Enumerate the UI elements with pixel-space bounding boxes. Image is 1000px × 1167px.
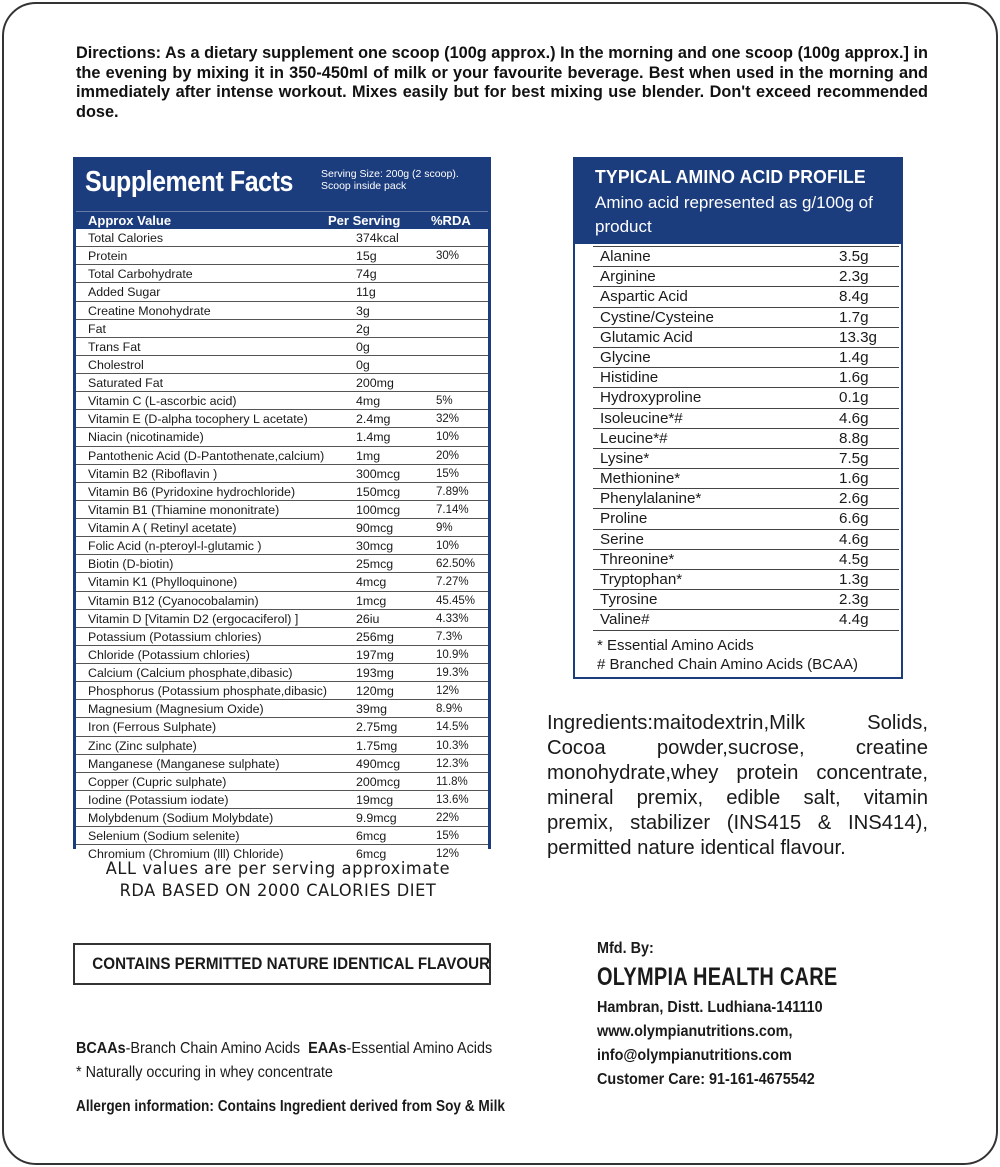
nutrient-name: Pantothenic Acid (D-Pantothenate,calcium) xyxy=(88,448,325,463)
amino-acid-rows xyxy=(593,246,899,631)
rda-value: 32% xyxy=(436,413,460,426)
amino-acid-value: 0.1g xyxy=(839,389,869,407)
amino-acid-row xyxy=(593,348,899,368)
supplement-row xyxy=(76,718,488,736)
rda-value: 7.89% xyxy=(436,485,469,498)
nutrient-name: Creatine Monohydrate xyxy=(88,303,211,318)
amino-acid-name: Cystine/Cysteine xyxy=(600,308,714,326)
amino-acid-value: 4.5g xyxy=(839,550,869,568)
amino-acid-name: Proline xyxy=(600,510,648,528)
supplement-row xyxy=(76,428,488,446)
flavour-box-text: CONTAINS PERMITTED NATURE IDENTICAL FLAVOUR xyxy=(92,955,491,973)
supplement-row xyxy=(76,537,488,555)
amino-acid-subtitle: Amino acid represented as g/100g of product xyxy=(595,193,873,236)
per-serving-value: 74g xyxy=(356,267,377,282)
nutrient-name: Potassium (Potassium chlories) xyxy=(88,629,262,644)
rda-value: 12% xyxy=(436,685,460,698)
amino-acid-name: Serine xyxy=(600,530,644,548)
per-serving-value: 200mg xyxy=(356,376,394,390)
amino-acid-name: Leucine*# xyxy=(600,429,668,447)
footnote-line: ALL values are per serving approximate xyxy=(105,859,451,878)
rda-value: 7.14% xyxy=(436,503,469,516)
flavour-box xyxy=(73,943,491,985)
company-website[interactable]: www.olympianutritions.com, xyxy=(597,1023,793,1040)
manufacturer-info xyxy=(597,940,898,1092)
supplement-row xyxy=(76,737,488,755)
amino-acid-row xyxy=(593,267,899,287)
per-serving-value: 0g xyxy=(356,357,370,372)
per-serving-value: 3g xyxy=(356,303,370,318)
amino-acid-row xyxy=(593,388,899,408)
rda-value: 22% xyxy=(436,812,460,824)
nutrient-name: Cholestrol xyxy=(88,357,144,372)
amino-acid-row xyxy=(593,429,899,449)
amino-acid-name: Valine# xyxy=(600,611,650,629)
rda-value: 10.9% xyxy=(436,648,469,661)
amino-acid-value: 1.4g xyxy=(839,348,869,366)
amino-acid-row xyxy=(593,287,899,307)
nutrient-name: Selenium (Sodium selenite) xyxy=(88,829,240,844)
abbreviation-notes xyxy=(76,1037,538,1085)
bcaa-text: -Branch Chain Amino Acids xyxy=(125,1040,301,1057)
amino-acid-value: 4.4g xyxy=(839,611,869,629)
per-serving-value: 150mcg xyxy=(356,484,401,499)
per-serving-value: 15g xyxy=(356,249,377,264)
per-serving-value: 30mcg xyxy=(356,539,394,554)
supplement-row xyxy=(76,809,488,827)
supplement-row xyxy=(76,247,488,265)
amino-acid-name: Hydroxyproline xyxy=(600,389,702,407)
amino-acid-value: 1.6g xyxy=(839,369,869,387)
directions-text: Directions: As a dietary supplement one scoop (100g approx.) In the morning and one scoop (100g approx.] in the evening by mixing it in 350-450ml of milk or your favourite beverage. Best when used in the morning and immediately after intense workout. Mixes easily but for best mixing use blender. Don't exceed recommended dose. xyxy=(76,44,928,121)
serving-size-line: Serving Size: 200g (2 scoop). xyxy=(321,168,459,180)
supplement-row xyxy=(76,320,488,338)
rda-value: 10% xyxy=(436,540,460,553)
nutrient-name: Biotin (D-biotin) xyxy=(88,557,174,572)
mfd-label: Mfd. By: xyxy=(597,940,654,957)
nutrient-name: Saturated Fat xyxy=(88,376,164,390)
amino-acid-row xyxy=(593,469,899,489)
rda-value: 10% xyxy=(436,431,460,444)
supplement-row xyxy=(76,610,488,628)
supplement-facts-rows xyxy=(76,229,488,863)
rda-value: 20% xyxy=(436,449,460,462)
supplement-row xyxy=(76,791,488,809)
supplement-row xyxy=(76,628,488,646)
amino-acid-row xyxy=(593,449,899,469)
supplement-row xyxy=(76,827,488,845)
per-serving-value: 1.75mg xyxy=(356,738,398,753)
rda-value: 11.8% xyxy=(436,775,468,788)
supplement-row xyxy=(76,519,488,537)
supplement-row xyxy=(76,356,488,374)
amino-acid-value: 2.3g xyxy=(839,591,869,609)
per-serving-value: 197mg xyxy=(356,647,394,662)
nutrient-name: Vitamin K1 (Phylloquinone) xyxy=(88,575,238,590)
per-serving-value: 1mg xyxy=(356,448,381,463)
nutrient-name: Vitamin B6 (Pyridoxine hydrochloride) xyxy=(88,484,296,499)
eaa-abbr: EAAs xyxy=(308,1040,347,1057)
per-serving-value: 2.4mg xyxy=(356,412,391,427)
amino-acid-profile-table xyxy=(573,157,903,679)
nutrient-name: Vitamin E (D-alpha tocophery L acetate) xyxy=(88,412,308,427)
amino-acid-row xyxy=(593,610,899,630)
per-serving-value: 2.75mg xyxy=(356,720,398,735)
amino-acid-name: Threonine* xyxy=(600,550,675,568)
nutrient-name: Manganese (Manganese sulphate) xyxy=(88,756,280,771)
rda-value: 15% xyxy=(436,467,460,480)
bcaa-abbr: BCAAs xyxy=(76,1040,126,1057)
amino-acid-row xyxy=(593,328,899,348)
company-name: OLYMPIA HEALTH CARE xyxy=(597,963,838,991)
amino-acid-name: Arginine xyxy=(600,268,656,286)
nutrient-name: Vitamin B2 (Riboflavin ) xyxy=(88,466,218,481)
nutrient-name: Protein xyxy=(88,249,128,264)
rda-value: 15% xyxy=(436,830,460,843)
nutrient-name: Chloride (Potassium chlories) xyxy=(88,647,250,662)
column-header-rda: %RDA xyxy=(431,213,471,228)
nutrient-name: Copper (Cupric sulphate) xyxy=(88,774,227,789)
amino-acid-row xyxy=(593,590,899,610)
supplement-row xyxy=(76,573,488,591)
amino-acid-name: Tryptophan* xyxy=(600,571,683,588)
nutrient-name: Total Carbohydrate xyxy=(88,267,193,282)
amino-acid-value: 6.6g xyxy=(839,510,869,528)
amino-acid-value: 8.8g xyxy=(839,429,869,447)
nutrient-name: Chromium (Chromium (lll) Chloride) xyxy=(88,847,284,862)
amino-acid-value: 4.6g xyxy=(839,530,869,548)
rda-value: 13.6% xyxy=(436,793,469,806)
amino-acid-row xyxy=(593,550,899,570)
nutrient-name: Zinc (Zinc sulphate) xyxy=(88,738,197,753)
rda-value: 4.33% xyxy=(436,612,469,625)
nutrient-name: Vitamin D [Vitamin D2 (ergocaciferol) ] xyxy=(88,611,299,626)
amino-acid-name: Aspartic Acid xyxy=(600,288,688,306)
amino-acid-name: Isoleucine*# xyxy=(600,409,683,427)
rda-value: 45.45% xyxy=(436,594,476,607)
nutrient-name: Iodine (Potassium iodate) xyxy=(88,792,229,807)
supplement-row xyxy=(76,755,488,773)
rda-value: 12.3% xyxy=(436,757,469,770)
amino-acid-name: Methionine* xyxy=(600,470,681,488)
ingredients-text: Ingredients:maitodextrin,Milk Solids, Cocoa powder,sucrose, creatine monohydrate,whey protein concentrate, mineral premix, edible salt, vitamin premix, stabilizer (INS415 & INS414), permitted nature identical flavour. xyxy=(547,712,928,859)
amino-acid-row xyxy=(593,409,899,429)
nutrient-name: Molybdenum (Sodium Molybdate) xyxy=(88,811,274,825)
per-serving-value: 90mcg xyxy=(356,521,394,535)
per-serving-value: 374kcal xyxy=(356,231,399,245)
amino-acid-value: 2.3g xyxy=(839,268,869,286)
per-serving-value: 4mcg xyxy=(356,575,387,590)
supplement-row xyxy=(76,682,488,700)
amino-acid-value: 4.6g xyxy=(839,409,869,427)
nutrient-name: Niacin (nicotinamide) xyxy=(88,430,204,445)
amino-acid-name: Histidine xyxy=(600,369,659,387)
supplement-row xyxy=(76,501,488,519)
serving-size xyxy=(321,168,459,192)
supplement-row xyxy=(76,229,488,247)
amino-acid-value: 8.4g xyxy=(839,288,869,306)
per-serving-value: 11g xyxy=(356,285,376,300)
nutrient-name: Phosphorus (Potassium phosphate,dibasic) xyxy=(88,684,327,699)
rda-value: 19.3% xyxy=(436,667,469,679)
supplement-facts-title: Supplement Facts xyxy=(85,166,293,198)
amino-acid-row xyxy=(593,489,899,509)
amino-acid-value: 2.6g xyxy=(839,490,869,508)
amino-acid-row xyxy=(593,530,899,550)
footnote-line: RDA BASED ON 2000 CALORIES DIET xyxy=(119,881,437,900)
per-serving-value: 25mcg xyxy=(356,557,394,572)
per-serving-value: 1.4mg xyxy=(356,430,391,445)
nutrient-name: Vitamin B1 (Thiamine mononitrate) xyxy=(88,502,280,517)
rda-value: 10.3% xyxy=(436,739,469,752)
per-serving-value: 19mcg xyxy=(356,792,394,807)
supplement-row xyxy=(76,283,488,301)
nutrient-name: Magnesium (Magnesium Oxide) xyxy=(88,702,264,717)
rda-value: 5% xyxy=(436,395,453,408)
amino-acid-name: Alanine xyxy=(600,248,651,265)
amino-acid-header xyxy=(575,159,901,244)
amino-acid-row xyxy=(593,368,899,388)
supplement-row xyxy=(76,447,488,465)
rda-value: 8.9% xyxy=(436,703,463,716)
nutrient-name: Folic Acid (n-pteroyl-l-glutamic ) xyxy=(88,539,262,554)
abbreviation-line xyxy=(76,1037,492,1061)
amino-acid-value: 1.3g xyxy=(839,571,869,588)
supplement-row xyxy=(76,392,488,410)
nutrient-name: Vitamin B12 (Cyanocobalamin) xyxy=(88,593,259,608)
rda-value: 62.50% xyxy=(436,558,476,571)
supplement-row xyxy=(76,338,488,356)
amino-acid-name: Glycine xyxy=(600,348,651,366)
per-serving-value: 490mcg xyxy=(356,756,401,771)
per-serving-value: 100mcg xyxy=(356,502,401,517)
per-serving-value: 26iu xyxy=(356,611,380,626)
nutrient-name: Fat xyxy=(88,321,106,336)
allergen-info: Allergen information: Contains Ingredient derived from Soy & Milk xyxy=(76,1098,505,1115)
column-header-per-serving: Per Serving xyxy=(328,213,401,228)
supplement-row xyxy=(76,555,488,573)
nutrient-name: Vitamin C (L-ascorbic acid) xyxy=(88,394,237,409)
per-serving-value: 4mg xyxy=(356,394,381,409)
rda-value: 12% xyxy=(436,848,460,861)
nutrient-name: Calcium (Calcium phosphate,dibasic) xyxy=(88,666,293,680)
amino-acid-value: 13.3g xyxy=(839,328,878,346)
column-header-approx-value: Approx Value xyxy=(88,213,172,228)
supplement-row xyxy=(76,664,488,682)
per-serving-value: 6mcg xyxy=(356,847,387,862)
per-serving-value: 120mg xyxy=(356,684,394,699)
supplement-facts-footnote xyxy=(82,858,474,902)
amino-acid-name: Tyrosine xyxy=(600,591,658,609)
per-serving-value: 300mcg xyxy=(356,466,401,481)
amino-acid-name: Glutamic Acid xyxy=(600,328,693,346)
customer-care: Customer Care: 91-161-4675542 xyxy=(597,1071,815,1088)
rda-value: 30% xyxy=(436,250,460,263)
supplement-row xyxy=(76,265,488,283)
company-email[interactable]: info@olympianutritions.com xyxy=(597,1047,792,1064)
nutrient-name: Total Calories xyxy=(88,231,164,245)
per-serving-value: 2g xyxy=(356,321,370,336)
nutrient-name: Vitamin A ( Retinyl acetate) xyxy=(88,521,237,535)
essential-note: * Essential Amino Acids xyxy=(597,636,754,654)
supplement-row xyxy=(76,465,488,483)
per-serving-value: 256mg xyxy=(356,629,394,644)
supplement-row xyxy=(76,410,488,428)
rda-value: 14.5% xyxy=(436,721,469,734)
supplement-facts-column-header xyxy=(76,211,488,229)
amino-acid-row xyxy=(593,308,899,328)
rda-value: 7.27% xyxy=(436,576,469,589)
per-serving-value: 1mcg xyxy=(356,593,387,608)
rda-value: 9% xyxy=(436,522,453,534)
company-address: Hambran, Distt. Ludhiana-141110 xyxy=(597,999,823,1016)
per-serving-value: 9.9mcg xyxy=(356,811,397,825)
amino-acid-name: Phenylalanine* xyxy=(600,490,702,508)
per-serving-value: 193mg xyxy=(356,666,394,680)
nutrient-name: Iron (Ferrous Sulphate) xyxy=(88,720,217,735)
supplement-facts-table xyxy=(73,157,491,862)
amino-acid-value: 3.5g xyxy=(839,248,869,265)
supplement-row xyxy=(76,374,488,392)
amino-acid-row xyxy=(593,570,899,590)
eaa-text: -Essential Amino Acids xyxy=(346,1040,493,1057)
amino-acid-value: 7.5g xyxy=(839,449,869,467)
per-serving-value: 0g xyxy=(356,339,370,354)
amino-acid-value: 1.6g xyxy=(839,470,869,488)
whey-note: * Naturally occuring in whey concentrate xyxy=(76,1064,333,1081)
per-serving-value: 200mcg xyxy=(356,774,401,789)
supplement-row xyxy=(76,592,488,610)
amino-acid-row xyxy=(593,247,899,267)
per-serving-value: 6mcg xyxy=(356,829,387,844)
amino-acid-title: TYPICAL AMINO ACID PROFILE xyxy=(595,166,866,187)
supplement-facts-header xyxy=(76,160,488,211)
supplement-row xyxy=(76,646,488,664)
supplement-row xyxy=(76,773,488,791)
amino-acid-value: 1.7g xyxy=(839,308,869,326)
serving-size-line: Scoop inside pack xyxy=(321,180,407,192)
supplement-row xyxy=(76,483,488,501)
bcaa-note: # Branched Chain Amino Acids (BCAA) xyxy=(597,655,858,673)
per-serving-value: 39mg xyxy=(356,702,387,717)
amino-acid-name: Lysine* xyxy=(600,449,650,467)
amino-acid-notes xyxy=(575,631,901,674)
amino-acid-row xyxy=(593,509,899,529)
nutrient-name: Trans Fat xyxy=(88,339,141,354)
supplement-row xyxy=(76,302,488,320)
rda-value: 7.3% xyxy=(436,630,463,643)
nutrient-name: Added Sugar xyxy=(88,285,161,300)
supplement-row xyxy=(76,700,488,718)
